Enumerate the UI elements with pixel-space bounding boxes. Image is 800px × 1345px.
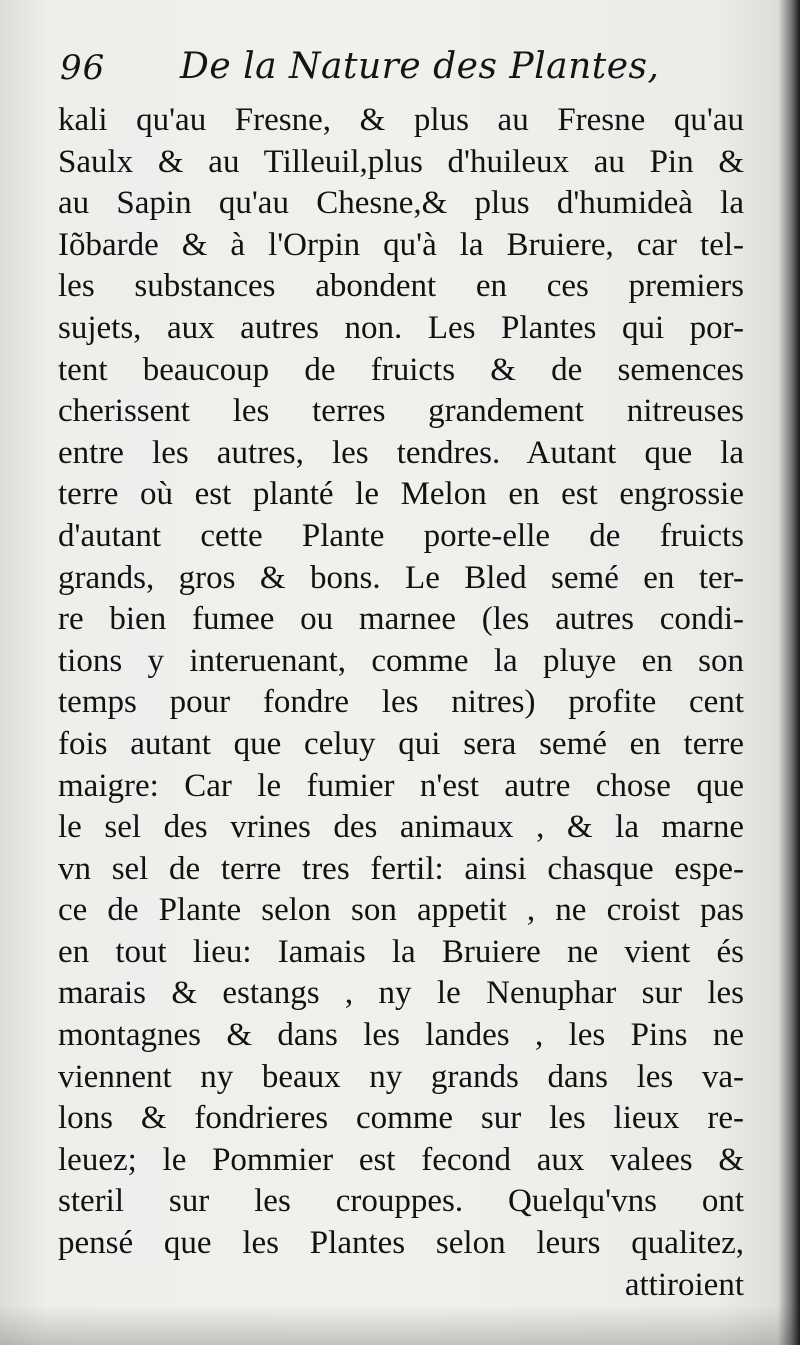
page-number: 96 xyxy=(60,48,106,88)
text-line: d'autant cette Plante porte-elle de fruicts xyxy=(58,517,744,554)
text-line: cherissent les terres grandement nitreuses xyxy=(58,393,744,430)
text-line: steril sur les crouppes. Quelqu'vns ont xyxy=(58,1183,744,1220)
text-line: sujets, aux autres non. Les Plantes qui por- xyxy=(58,309,744,346)
text-line: Saulx & au Tilleuil,plus d'huileux au Pin & xyxy=(58,143,744,180)
text-line: marais & estangs , ny le Nenuphar sur les xyxy=(58,975,744,1012)
text-line: kali qu'au Fresne, & plus au Fresne qu'au xyxy=(58,102,744,138)
text-line: terre où est planté le Melon en est engrossie xyxy=(58,476,744,513)
text-line: les substances abondent en ces premiers xyxy=(58,268,744,305)
text-line: ce de Plante selon son appetit , ne croist pas xyxy=(58,892,744,929)
text-line: tent beaucoup de fruicts & de semences xyxy=(58,351,744,388)
page-shadow-bottom xyxy=(0,1305,800,1345)
page-edge-right xyxy=(778,0,800,1345)
text-line: leuez; le Pommier est fecond aux valees & xyxy=(58,1141,744,1178)
text-line: vn sel de terre tres fertil: ainsi chasque espe- xyxy=(58,850,744,887)
text-line: montagnes & dans les landes , les Pins ne xyxy=(58,1017,744,1054)
text-line: en tout lieu: Iamais la Bruiere ne vient és xyxy=(58,933,744,970)
running-title: De la Nature des Plantes, xyxy=(180,46,660,87)
text-line: lons & fondrieres comme sur les lieux re- xyxy=(58,1100,744,1137)
text-line: pensé que les Plantes selon leurs qualitez, xyxy=(58,1225,744,1262)
text-line: le sel des vrines des animaux , & la marne xyxy=(58,809,744,846)
text-line: fois autant que celuy qui sera semé en terre xyxy=(58,725,744,762)
text-line: re bien fumee ou marnee (les autres condi- xyxy=(58,601,744,638)
text-line: viennent ny beaux ny grands dans les va- xyxy=(58,1058,744,1095)
text-line: maigre: Car le fumier n'est autre chose que xyxy=(58,767,744,804)
text-line: entre les autres, les tendres. Autant que la xyxy=(58,434,744,471)
page-header xyxy=(40,42,760,98)
text-line: au Sapin qu'au Chesne,& plus d'humideà la xyxy=(58,185,744,222)
text-line: temps pour fondre les nitres) profite cent xyxy=(58,684,744,721)
text-line: Iõbarde & à l'Orpin qu'à la Bruiere, car tel- xyxy=(58,226,744,263)
text-line: tions y interuenant, comme la pluye en son xyxy=(58,642,744,679)
text-line: grands, gros & bons. Le Bled semé en ter- xyxy=(58,559,744,596)
body-text xyxy=(58,100,744,1306)
catchword: attiroient xyxy=(624,1266,744,1303)
